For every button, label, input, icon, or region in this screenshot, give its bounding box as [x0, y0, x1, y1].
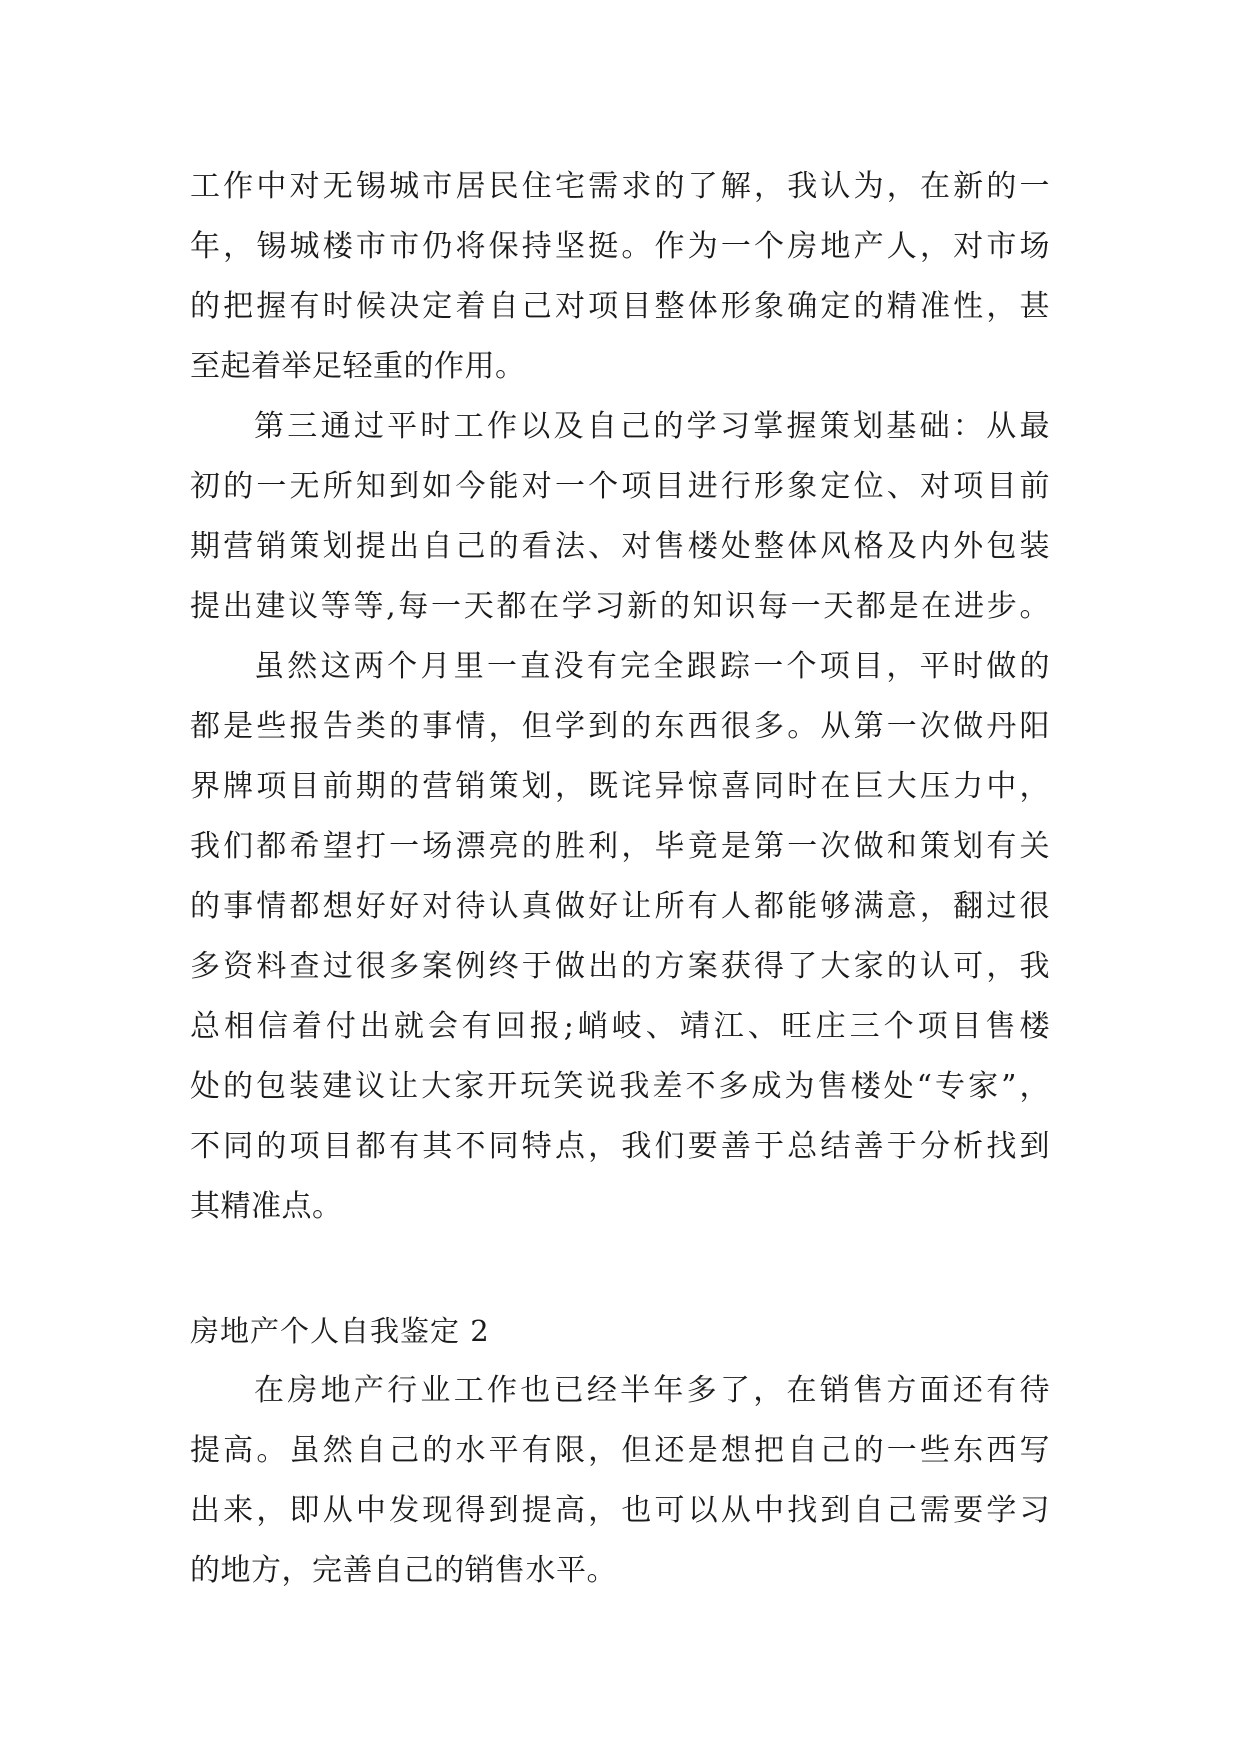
section-title: 房地产个人自我鉴定 2 [190, 1314, 490, 1348]
text-line: 其精准点。 [190, 1189, 343, 1224]
text-line: 提出建议等等,每一天都在学习新的知识每一天都是在进步。 [190, 589, 1050, 624]
text-line: 虽然这两个月里一直没有完全跟踪一个项目，平时做的 [254, 649, 1050, 684]
text-line: 多资料查过很多案例终于做出的方案获得了大家的认可，我 [190, 949, 1050, 984]
text-line: 年，锡城楼市市仍将保持坚挺。作为一个房地产人，对市场 [190, 229, 1050, 264]
text-line: 界牌项目前期的营销策划，既诧异惊喜同时在巨大压力中， [190, 769, 1050, 804]
text-line: 的事情都想好好对待认真做好让所有人都能够满意，翻过很 [190, 889, 1050, 924]
paragraph-1 [190, 157, 1050, 397]
text-line: 初的一无所知到如今能对一个项目进行形象定位、对项目前 [190, 469, 1050, 504]
text-line: 都是些报告类的事情，但学到的东西很多。从第一次做丹阳 [190, 709, 1050, 744]
text-line: 至起着举足轻重的作用。 [190, 349, 526, 384]
text-line: 总相信着付出就会有回报;峭岐、靖江、旺庄三个项目售楼 [190, 1009, 1050, 1044]
document-body [190, 157, 1050, 1601]
text-line: 提高。虽然自己的水平有限，但还是想把自己的一些东西写 [190, 1433, 1050, 1468]
text-line: 处的包装建议让大家开玩笑说我差不多成为售楼处“专家”， [190, 1069, 1050, 1104]
text-line: 的地方，完善自己的销售水平。 [190, 1553, 617, 1588]
text-line: 出来，即从中发现得到提高，也可以从中找到自己需要学习 [190, 1493, 1050, 1528]
text-line: 我们都希望打一场漂亮的胜利，毕竟是第一次做和策划有关 [190, 829, 1050, 864]
text-line: 第三通过平时工作以及自己的学习掌握策划基础：从最 [254, 409, 1050, 444]
text-line: 期营销策划提出自己的看法、对售楼处整体风格及内外包装 [190, 529, 1050, 564]
paragraph-4 [190, 1361, 1050, 1601]
paragraph-3 [190, 637, 1050, 1237]
text-line: 工作中对无锡城市居民住宅需求的了解，我认为，在新的一 [190, 169, 1050, 204]
text-line: 不同的项目都有其不同特点，我们要善于总结善于分析找到 [190, 1129, 1050, 1164]
paragraph-2 [190, 397, 1050, 637]
text-line: 在房地产行业工作也已经半年多了，在销售方面还有待 [254, 1373, 1050, 1408]
text-line: 的把握有时候决定着自己对项目整体形象确定的精准性，甚 [190, 289, 1050, 324]
